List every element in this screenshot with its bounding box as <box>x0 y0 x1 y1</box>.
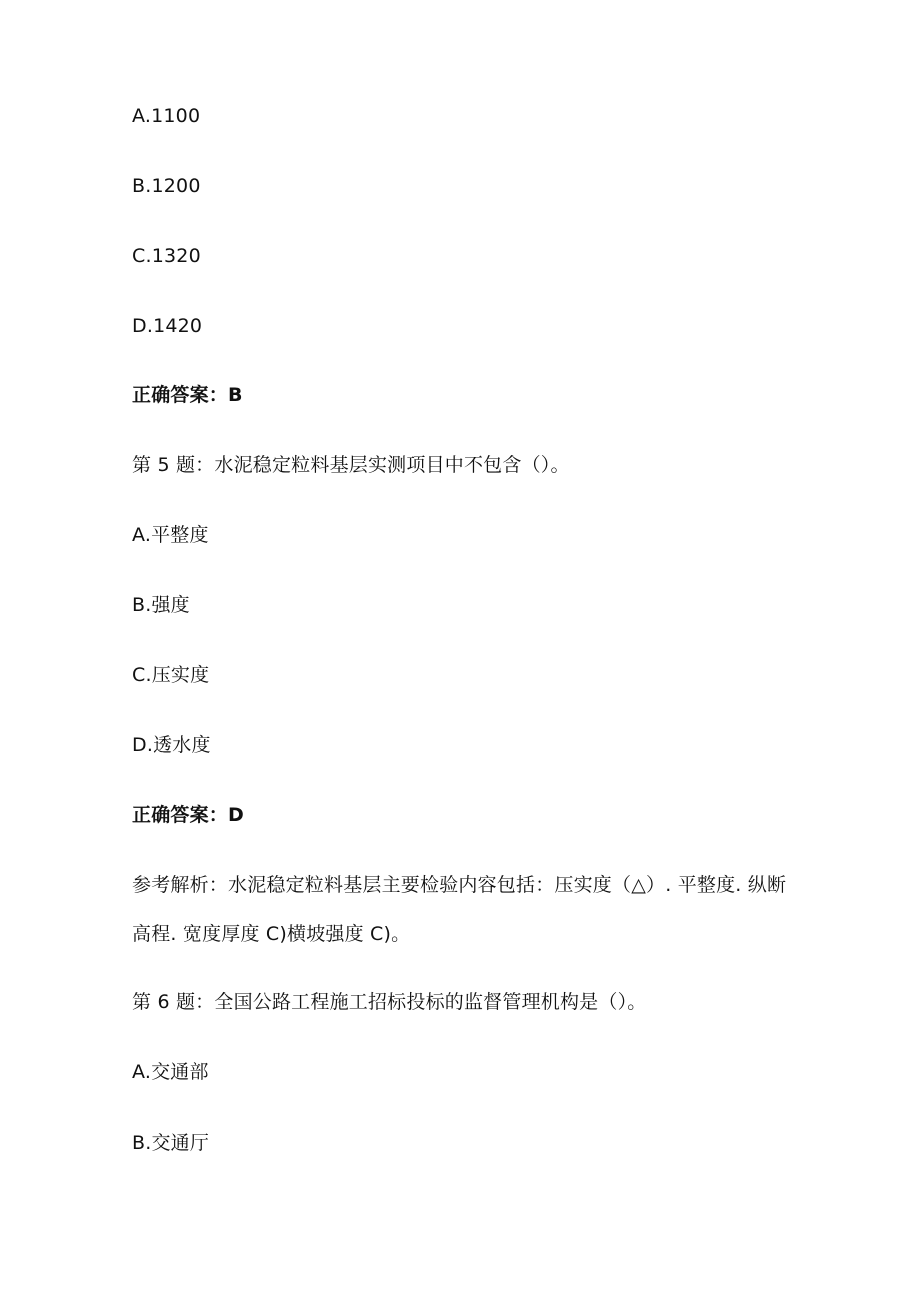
q6-question-stem: 第 6 题：全国公路工程施工招标投标的监督管理机构是（）。 <box>132 991 647 1013</box>
q4-option-a: A.1100 <box>132 105 201 127</box>
q4-option-b: B.1200 <box>132 175 201 197</box>
q5-option-d: D.透水度 <box>132 734 211 756</box>
q5-question-stem: 第 5 题：水泥稳定粒料基层实测项目中不包含（）。 <box>132 454 570 476</box>
q5-correct-answer: 正确答案：D <box>132 804 244 826</box>
q5-option-a: A.平整度 <box>132 524 209 546</box>
q5-analysis-line-1: 参考解析：水泥稳定粒料基层主要检验内容包括：压实度（△）. 平整度. 纵断 <box>132 874 787 896</box>
q5-option-c: C.压实度 <box>132 664 210 686</box>
q4-correct-answer: 正确答案：B <box>132 384 243 406</box>
q6-option-b: B.交通厅 <box>132 1132 210 1154</box>
q4-option-d: D.1420 <box>132 315 203 337</box>
q5-option-b: B.强度 <box>132 594 190 616</box>
q6-option-a: A.交通部 <box>132 1061 209 1083</box>
q5-analysis-line-2: 高程. 宽度厚度 C)横坡强度 C)。 <box>132 923 411 945</box>
q4-option-c: C.1320 <box>132 245 201 267</box>
